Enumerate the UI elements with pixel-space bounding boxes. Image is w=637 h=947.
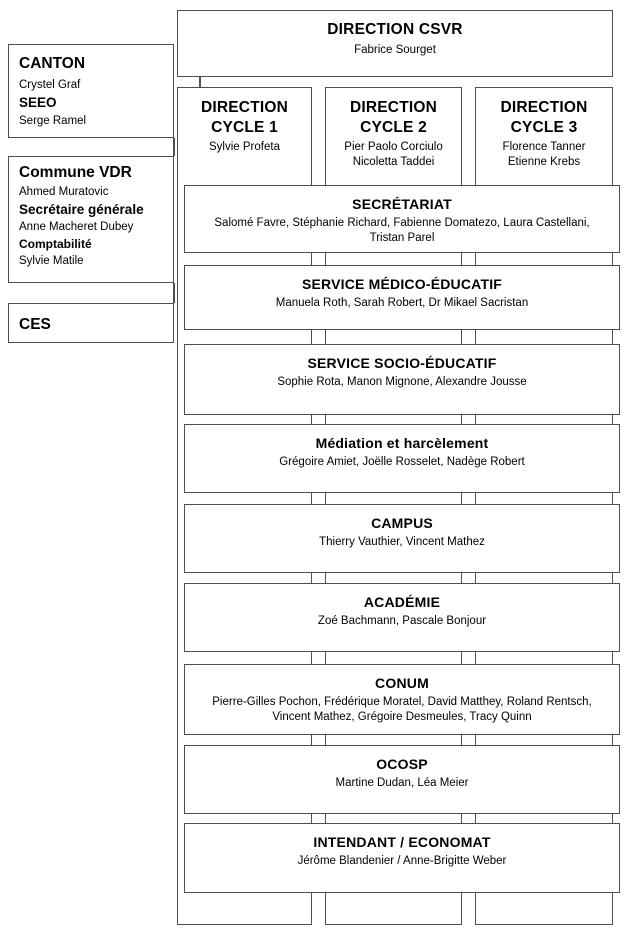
canton-name-1: Crystel Graf bbox=[19, 79, 81, 91]
service-title: SERVICE SOCIO-ÉDUCATIF bbox=[307, 355, 497, 371]
direction-csvr-name: Fabrice Sourget bbox=[354, 44, 436, 56]
ces-box bbox=[8, 303, 174, 343]
connector-commune-ces bbox=[173, 283, 175, 303]
cycle-1-names bbox=[178, 140, 311, 155]
commune-role-secretaire: Secrétaire générale bbox=[19, 202, 144, 217]
service-title: CAMPUS bbox=[371, 515, 433, 531]
service-row-mediation bbox=[184, 424, 620, 493]
service-title: OCOSP bbox=[376, 756, 428, 772]
service-names: Grégoire Amiet, Joëlle Rosselet, Nadège Robert bbox=[279, 456, 525, 468]
canton-box bbox=[8, 44, 174, 138]
service-names: Zoé Bachmann, Pascale Bonjour bbox=[317, 615, 487, 627]
connector-canton-commune bbox=[173, 138, 175, 156]
service-title: ACADÉMIE bbox=[363, 594, 441, 610]
canton-title: CANTON bbox=[19, 55, 86, 72]
cycle-2-name-1: Pier Paolo Corciulo bbox=[344, 141, 443, 153]
service-row-intendant-economat bbox=[184, 823, 620, 893]
commune-name-2: Anne Macheret Dubey bbox=[19, 221, 134, 233]
commune-name-1: Ahmed Muratovic bbox=[19, 186, 109, 198]
service-title: SERVICE MÉDICO-ÉDUCATIF bbox=[301, 276, 503, 292]
direction-csvr-title: DIRECTION CSVR bbox=[327, 21, 463, 38]
cycle-2-name-2: Nicoletta Taddei bbox=[352, 156, 435, 168]
cycle-3-name-2: Etienne Krebs bbox=[507, 156, 581, 168]
canton-name-2: Serge Ramel bbox=[19, 115, 87, 127]
service-row-medico-educatif bbox=[184, 265, 620, 330]
service-row-secretariat bbox=[184, 185, 620, 253]
service-row-campus bbox=[184, 504, 620, 573]
cycle-1-title-line1: DIRECTION bbox=[200, 99, 289, 116]
cycle-3-name-1: Florence Tanner bbox=[502, 141, 586, 153]
cycle-2-title-line1: DIRECTION bbox=[349, 99, 438, 116]
service-names: Salomé Favre, Stéphanie Richard, Fabienne Domatezo, Laura Castellani, Tristan Parel bbox=[214, 217, 590, 244]
service-title: SECRÉTARIAT bbox=[352, 196, 452, 212]
service-names: Sophie Rota, Manon Mignone, Alexandre Jousse bbox=[277, 376, 527, 388]
cycle-3-names bbox=[476, 140, 612, 170]
canton-subtitle-seeo: SEEO bbox=[19, 95, 57, 110]
commune-name-3: Sylvie Matile bbox=[19, 255, 84, 267]
cycle-3-title-line1: DIRECTION bbox=[500, 99, 588, 116]
service-title: Médiation et harcèlement bbox=[315, 435, 489, 451]
service-title: CONUM bbox=[375, 675, 429, 691]
service-names: Jérôme Blandenier / Anne-Brigitte Weber bbox=[297, 855, 507, 867]
service-title: INTENDANT / ECONOMAT bbox=[313, 834, 491, 850]
service-row-academie bbox=[184, 583, 620, 652]
service-row-conum bbox=[184, 664, 620, 735]
service-row-socio-educatif bbox=[184, 344, 620, 415]
service-names: Martine Dudan, Léa Meier bbox=[335, 777, 469, 789]
commune-title: Commune VDR bbox=[19, 164, 132, 181]
cycle-1-title-line2: CYCLE 1 bbox=[211, 119, 278, 136]
cycle-1-name-1: Sylvie Profeta bbox=[209, 141, 280, 153]
direction-csvr-box bbox=[177, 10, 613, 77]
cycle-2-title-line2: CYCLE 2 bbox=[360, 119, 427, 136]
service-row-ocosp bbox=[184, 745, 620, 814]
service-names: Manuela Roth, Sarah Robert, Dr Mikael Sacristan bbox=[275, 297, 529, 309]
service-names: Thierry Vauthier, Vincent Mathez bbox=[319, 536, 485, 548]
connector-csvr-to-columns bbox=[199, 77, 201, 87]
cycle-2-names bbox=[326, 140, 461, 170]
cycle-3-title-line2: CYCLE 3 bbox=[510, 119, 578, 136]
commune-role-comptabilite: Comptabilité bbox=[19, 237, 92, 251]
service-names: Pierre-Gilles Pochon, Frédérique Moratel, David Matthey, Roland Rentsch, Vincent Mathez, Grégoire Desmeules, Tracy Quinn bbox=[212, 696, 592, 723]
commune-vdr-box bbox=[8, 156, 174, 283]
ces-title: CES bbox=[19, 316, 51, 333]
